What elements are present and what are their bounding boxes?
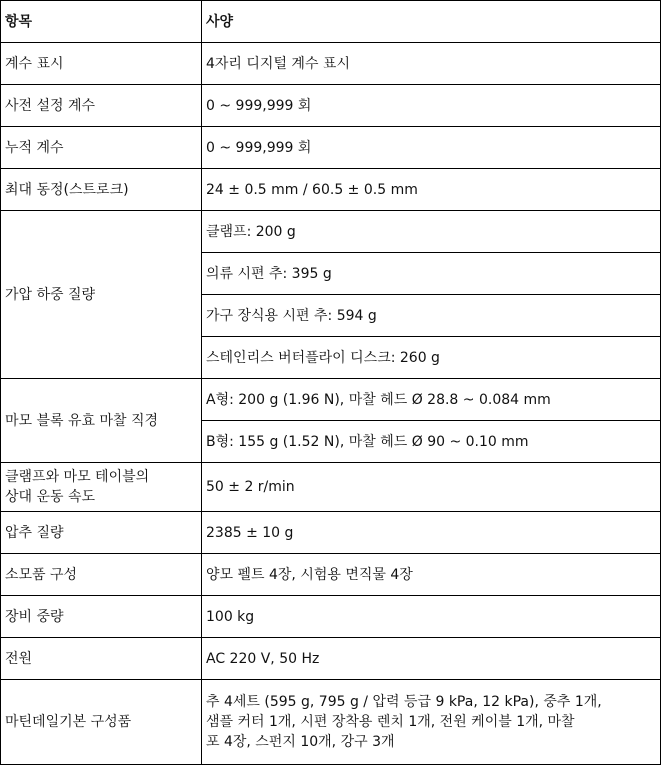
- pressure-mass-value-furniture: 가구 장식용 시편 추: 594 g: [202, 295, 661, 337]
- preset-count-value: 0 ~ 999,999 회: [202, 85, 661, 127]
- pressure-mass-value-clothing: 의류 시편 추: 395 g: [202, 253, 661, 295]
- standard-accessories-label: 마틴데일기본 구성품: [1, 680, 202, 765]
- standard-accessories-line2: 샘플 커터 1개, 시편 장착용 렌치 1개, 전원 케이블 1개, 마찰: [206, 714, 575, 730]
- pressure-mass-value-disc: 스테인리스 버터플라이 디스크: 260 g: [202, 337, 661, 379]
- compression-mass-label: 압추 질량: [1, 512, 202, 554]
- table-row: [1, 638, 661, 680]
- preset-count-label: 사전 설정 계수: [1, 85, 202, 127]
- compression-mass-value: 2385 ± 10 g: [202, 512, 661, 554]
- cumulative-count-label: 누적 계수: [1, 127, 202, 169]
- cumulative-count-value: 0 ~ 999,999 회: [202, 127, 661, 169]
- equipment-weight-value: 100 kg: [202, 596, 661, 638]
- table-row: [1, 211, 661, 253]
- table-row: [1, 169, 661, 211]
- table-row: [1, 463, 661, 512]
- relative-speed-label-line2: 상대 운동 속도: [5, 489, 96, 505]
- table-row: [1, 43, 661, 85]
- abrasion-diameter-value-b: B형: 155 g (1.52 N), 마찰 헤드 Ø 90 ~ 0.10 mm: [202, 421, 661, 463]
- power-label: 전원: [1, 638, 202, 680]
- table-row: [1, 85, 661, 127]
- table-row: [1, 379, 661, 421]
- header-item: 항목: [1, 1, 202, 43]
- count-display-label: 계수 표시: [1, 43, 202, 85]
- consumables-value: 양모 펠트 4장, 시험용 면직물 4장: [202, 554, 661, 596]
- table-row: [1, 512, 661, 554]
- table-row: [1, 596, 661, 638]
- count-display-value: 4자리 디지털 계수 표시: [202, 43, 661, 85]
- relative-speed-label: [1, 463, 202, 512]
- table-row: [1, 127, 661, 169]
- standard-accessories-value: [202, 680, 661, 765]
- pressure-mass-label: 가압 하중 질량: [1, 211, 202, 379]
- standard-accessories-line1: 추 4세트 (595 g, 795 g / 압력 등급 9 kPa, 12 kPa), 중추 1개,: [206, 694, 602, 710]
- abrasion-diameter-value-a: A형: 200 g (1.96 N), 마찰 헤드 Ø 28.8 ~ 0.084 mm: [202, 379, 661, 421]
- table-row: [1, 680, 661, 765]
- max-stroke-value: 24 ± 0.5 mm / 60.5 ± 0.5 mm: [202, 169, 661, 211]
- max-stroke-label: 최대 동정(스트로크): [1, 169, 202, 211]
- pressure-mass-value-clamp: 클램프: 200 g: [202, 211, 661, 253]
- standard-accessories-line3: 포 4장, 스펀지 10개, 강구 3개: [206, 734, 395, 750]
- relative-speed-label-line1: 클램프와 마모 테이블의: [5, 469, 150, 485]
- table-row: [1, 554, 661, 596]
- header-spec: 사양: [202, 1, 661, 43]
- relative-speed-value: 50 ± 2 r/min: [202, 463, 661, 512]
- consumables-label: 소모품 구성: [1, 554, 202, 596]
- equipment-weight-label: 장비 중량: [1, 596, 202, 638]
- abrasion-diameter-label: 마모 블록 유효 마찰 직경: [1, 379, 202, 463]
- header-row: [1, 1, 661, 43]
- power-value: AC 220 V, 50 Hz: [202, 638, 661, 680]
